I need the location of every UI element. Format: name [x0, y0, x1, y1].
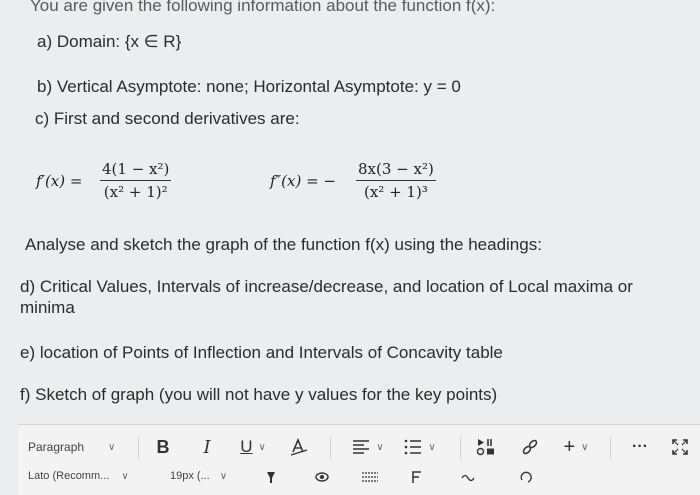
- asymptote-item: b) Vertical Asymptote: none; Horizontal Asymptote: y = 0: [37, 77, 461, 96]
- derivatives-heading: c) First and second derivatives are:: [35, 109, 300, 128]
- wave-icon: [461, 472, 475, 482]
- media-icon: [476, 438, 496, 456]
- eye-icon: [315, 471, 329, 483]
- equation-button[interactable]: [314, 469, 330, 485]
- second-derivative-denominator: (x² + 1)³: [363, 183, 428, 201]
- fullscreen-button[interactable]: [668, 435, 692, 459]
- undo-icon: [519, 471, 533, 483]
- second-derivative-lhs: f″(x) = −: [270, 172, 336, 190]
- font-size-select[interactable]: [170, 470, 227, 482]
- intro-text: You are given the following information about the function f(x):: [30, 0, 496, 15]
- block-format-select[interactable]: [28, 440, 115, 454]
- plus-icon: +: [563, 435, 576, 458]
- align-button[interactable]: [348, 435, 388, 459]
- table-button[interactable]: [360, 469, 380, 485]
- toolbar-divider: [330, 437, 331, 459]
- chevron-down-icon: ∨: [121, 470, 129, 482]
- link-button[interactable]: [518, 435, 542, 459]
- task-d-line1: d) Critical Values, Intervals of increase/decrease, and location of Local maxima or: [20, 277, 633, 296]
- table-icon: [361, 471, 379, 483]
- expand-icon: [672, 439, 688, 455]
- task-d: [20, 276, 633, 318]
- list-button[interactable]: [400, 435, 440, 459]
- highlight-button[interactable]: [264, 469, 278, 485]
- more-options-button[interactable]: ···: [632, 438, 648, 455]
- insert-button[interactable]: [558, 435, 594, 459]
- font-family-label: Lato (Recomm...: [28, 470, 110, 482]
- underline-button[interactable]: [236, 435, 270, 459]
- spellcheck-icon: [411, 470, 425, 484]
- task-e: e) location of Points of Inflection and Intervals of Concavity table: [20, 343, 503, 362]
- first-derivative-denominator: (x² + 1)²: [103, 183, 168, 201]
- bold-button[interactable]: B: [156, 436, 170, 457]
- toolbar-divider: [610, 437, 611, 459]
- underline-label: U: [240, 437, 253, 456]
- chevron-down-icon: ∨: [376, 441, 384, 453]
- font-size-label: 19px (...: [170, 470, 210, 482]
- second-derivative-fraction: [356, 160, 436, 201]
- media-button[interactable]: [474, 435, 498, 459]
- block-format-label: Paragraph: [28, 440, 85, 454]
- link-icon: [520, 437, 540, 457]
- chevron-down-icon: ∨: [108, 441, 116, 453]
- accessibility-button[interactable]: [460, 469, 476, 485]
- font-family-select[interactable]: [28, 470, 129, 482]
- first-derivative-numerator: 4(1 − x²): [100, 160, 171, 181]
- task-f: f) Sketch of graph (you will not have y values for the key points): [20, 385, 498, 404]
- first-derivative-lhs: f′(x) =: [36, 172, 83, 190]
- italic-button[interactable]: I: [203, 436, 211, 458]
- rich-text-editor-toolbar: [18, 424, 700, 495]
- spellcheck-button[interactable]: [410, 469, 426, 485]
- task-intro: Analyse and sketch the graph of the function f(x) using the headings:: [25, 235, 542, 254]
- chevron-down-icon: ∨: [428, 441, 436, 453]
- chevron-down-icon: ∨: [581, 441, 589, 453]
- chevron-down-icon: ∨: [258, 441, 266, 453]
- toolbar-divider: [138, 437, 139, 459]
- second-derivative-numerator: 8x(3 − x²): [356, 160, 436, 181]
- undo-button[interactable]: [518, 469, 534, 485]
- first-derivative-fraction: [100, 160, 171, 201]
- highlighter-icon: [265, 470, 277, 484]
- text-color-icon: [289, 437, 309, 457]
- bullet-list-icon: [404, 439, 422, 455]
- toolbar-divider: [460, 437, 461, 459]
- chevron-down-icon: ∨: [219, 470, 228, 482]
- align-left-icon: [352, 439, 370, 455]
- domain-item: a) Domain: {x ∈ R}: [37, 32, 182, 51]
- text-color-button[interactable]: [286, 435, 312, 459]
- task-d-line2: minima: [20, 298, 75, 317]
